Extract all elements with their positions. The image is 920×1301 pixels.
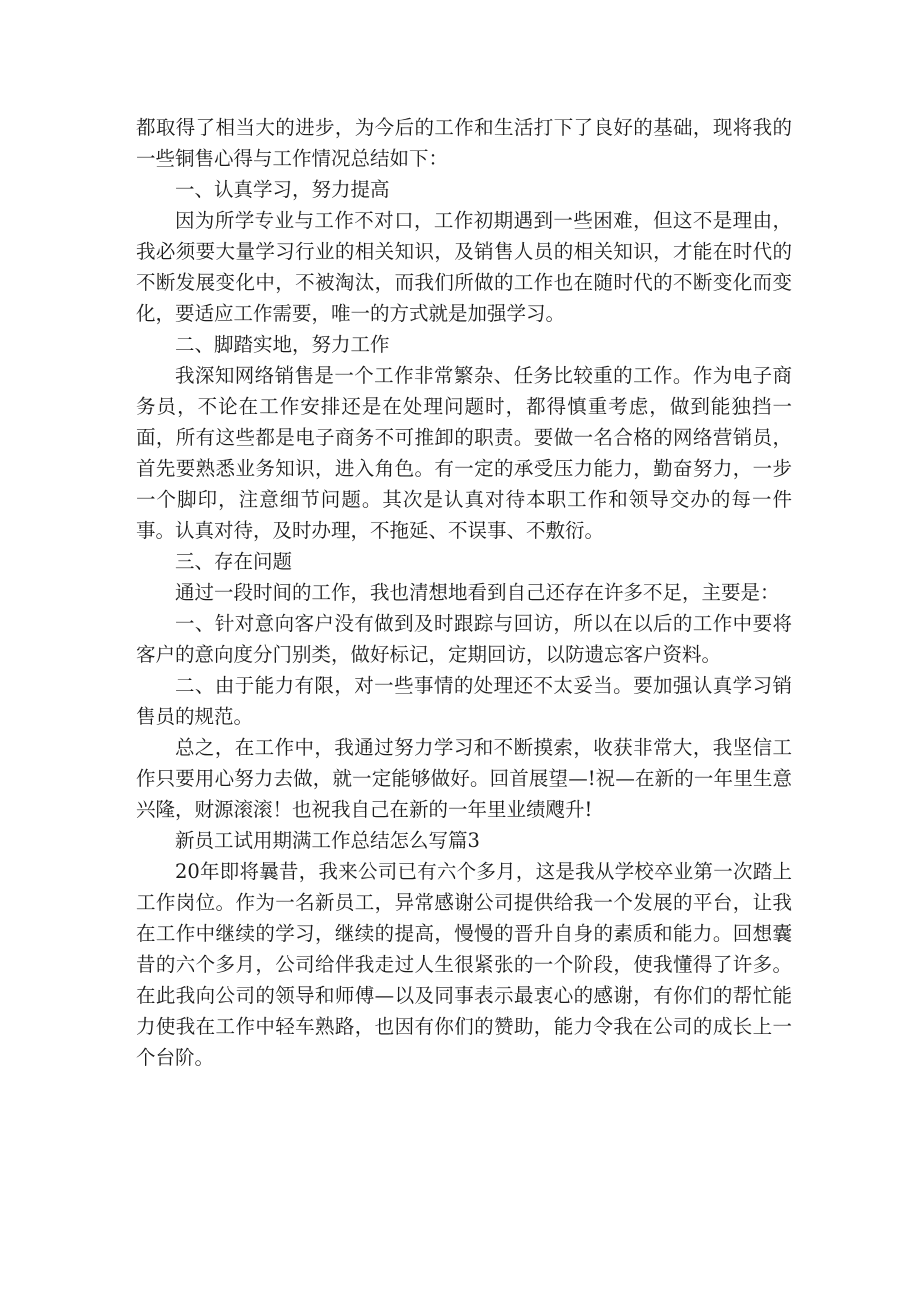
paragraph-conclusion: 总之，在工作中，我通过努力学习和不断摸索，收获非常大，我坚信工作只要用心努力去做，就一定能够做好。回首展望—!祝—在新的一年里生意兴隆，财源滚滚！也祝我自己在新的一年里业绩飕升! bbox=[136, 736, 792, 821]
paragraph-section-3: 20年即将曩昔，我来公司已有六个多月，这是我从学校卒业第一次踏上工作岗位。作为一名新员工，异常感谢公司提供给我一个发展的平台，让我在工作中继续的学习，继续的提高，慢慢的晋升自身的素质和能力。回想囊昔的六个多月，公司给伴我走过人生很紧张的一个阶段，使我懂得了许多。在此我向公司的领导和师傅—以及同事表示最衷心的感谢，有你们的帮忙能力使我在工作中轻车熟路，也因有你们的赞助，能力令我在公司的成长上一个台阶。 bbox=[136, 860, 792, 1069]
heading-work: 二、脚踏实地，努力工作 bbox=[175, 333, 390, 356]
paragraph-problems-intro: 通过一段时间的工作，我也清想地看到自己还存在许多不足，主要是： bbox=[175, 581, 780, 604]
document-page bbox=[136, 112, 792, 1073]
paragraph-work: 我深知网络销售是一个工作非常繁杂、任务比较重的工作。作为电子商务员，不论在工作安排还是在处理问题时，都得慎重考虑，做到能独挡一面，所有这些都是电子商务不可推卸的职责。要做一名合格的网络营销员，首先要熟悉业务知识，进入角色。有一定的承受压力能力，勤奋努力，一步一个脚印，注意细节问题。其次是认真对待本职工作和领导交办的每一件事。认真对待，及时办理，不拖延、不误事、不敷衍。 bbox=[136, 364, 792, 542]
paragraph-intro: 都取得了相当大的进步，为今后的工作和生活打下了良好的基础，现将我的一些铜售心得与工作情况总结如下： bbox=[136, 116, 792, 170]
paragraph-problem-1: 一、针对意向客户没有做到及时跟踪与回访，所以在以后的工作中要将客户的意向度分门别类，做好标记，定期回访，以防遗忘客户资料。 bbox=[136, 612, 792, 666]
section-title-3: 新员工试用期满工作总结怎么写篇3 bbox=[175, 829, 480, 852]
heading-study: 一、认真学习，努力提高 bbox=[175, 178, 390, 201]
paragraph-study: 因为所学专业与工作不对口，工作初期遇到一些困难，但这不是理由，我必须要大量学习行业的相关知识，及销售人员的相关知识，才能在时代的不断发展变化中，不被淘汰，而我们所做的工作也在随时代的不断变化而变化，要适应工作需要，唯一的方式就是加强学习。 bbox=[136, 209, 792, 325]
paragraph-problem-2: 二、由于能力有限，对一些事情的处理还不太妥当。要加强认真学习销售员的规范。 bbox=[136, 674, 792, 728]
heading-problems: 三、存在问题 bbox=[175, 550, 293, 573]
